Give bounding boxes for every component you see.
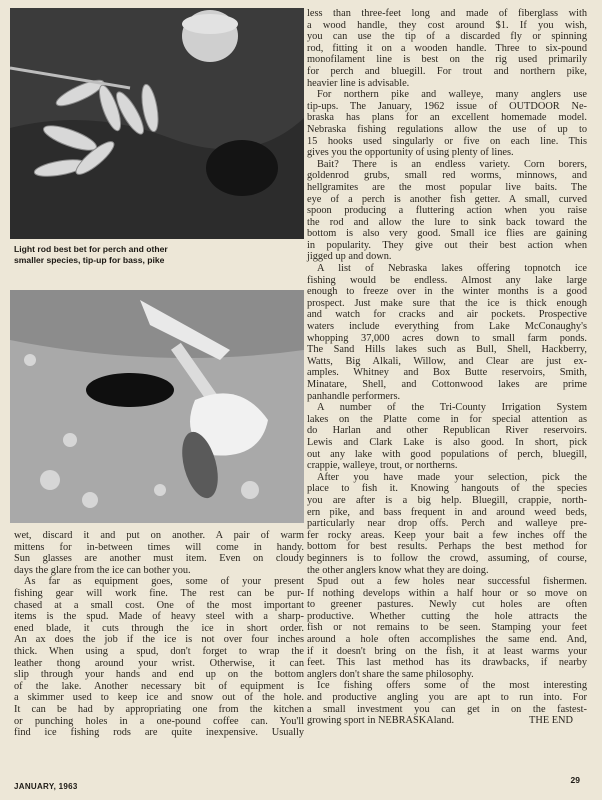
text-line: Minatare, Shell, and Cottonwood lakes are prime bbox=[307, 379, 587, 390]
text-line: prospect. Just make sure that the ice is thick enough bbox=[307, 297, 587, 309]
text-line: and watch for cracks and air pockets. Prospective bbox=[307, 309, 587, 321]
text-line: and productive angling you are apt to run into. For bbox=[307, 692, 587, 704]
text-line: items is the spud. Made of heavy steel with a sharp- bbox=[14, 611, 304, 623]
footer-page-number: 29 bbox=[570, 775, 580, 785]
text-line: jigged up and down. bbox=[307, 251, 392, 263]
closing-line bbox=[307, 715, 587, 727]
text-line: ened blade, it cuts through the ice in short order. bbox=[14, 622, 304, 634]
text-line: the other anglers know what they are doing. bbox=[307, 564, 489, 576]
text-line: find ice fishing rods are quite inexpensive. Usually bbox=[14, 727, 304, 739]
text-line: do Harlan and other Republican River reservoirs. bbox=[307, 425, 587, 437]
text-line: or punching holes in a one-pound coffee can. You'll bbox=[14, 715, 304, 727]
text-line: lakes on the Platte come in for special attention as bbox=[307, 413, 587, 425]
text-line: growing sport in NEBRASKAland. bbox=[307, 715, 455, 727]
text-line: ern pike, and bass frequent in and around weed beds, bbox=[307, 506, 587, 518]
caption-line: Light rod best bet for perch and other bbox=[14, 244, 168, 254]
text-line: tip-ups. The January, 1962 issue of OUTDOOR Ne- bbox=[307, 100, 587, 112]
photo-caption bbox=[14, 244, 300, 266]
footer-issue-date: JANUARY, 1963 bbox=[14, 782, 78, 791]
text-line: chased at a small cost. One of the most important bbox=[14, 599, 304, 611]
text-line: particularly near drop offs. Perch and walleye pre- bbox=[307, 518, 587, 530]
text-line: slip through your hands and end up on the bottom bbox=[14, 669, 304, 681]
the-end-mark: THE END bbox=[529, 715, 573, 727]
text-line: anglers don't share the same philosophy. bbox=[307, 668, 474, 680]
text-line: Watts, Big Alkali, Willow, and Clear are just ex- bbox=[307, 355, 587, 367]
text-line: productive. Whether cutting the hole attracts the bbox=[307, 610, 587, 622]
article-column-left bbox=[14, 530, 304, 739]
text-line: whopping 37,000 acres down to small farm ponds. bbox=[307, 332, 587, 344]
text-line: For northern pike and walleye, many anglers use bbox=[317, 89, 587, 101]
text-line: A list of Nebraska lakes offering topnotch ice bbox=[317, 263, 587, 275]
text-line: a small investment you can get in on the fastest- bbox=[307, 703, 587, 715]
text-line: mittens for in-between times will come in handy. bbox=[14, 541, 304, 553]
text-line: if it doesn't bring on the fish, it at least warms your bbox=[307, 645, 587, 657]
text-line: you can use the tip of a discarded fly or spinning bbox=[307, 31, 587, 43]
text-line: place to fish it. Knowing hangouts of the species bbox=[307, 483, 587, 495]
photo-tip-up-on-ice bbox=[10, 290, 304, 523]
text-line: After you have made your selection, pick the bbox=[317, 471, 587, 483]
text-line: Lewis and Clark Lake is also good. In short, pick bbox=[307, 436, 587, 448]
text-line: waters include everything from Lake McConaughy's bbox=[307, 321, 587, 333]
text-line: fishing would be endless. Almost any lake large bbox=[307, 274, 587, 286]
text-line: panhandle performers. bbox=[307, 390, 401, 402]
caption-line: smaller species, tip-up for bass, pike bbox=[14, 255, 165, 265]
text-line: It can be had by appropriating one from the kitchen bbox=[14, 703, 304, 715]
text-line: monofilament line is best on the rig used primarily bbox=[307, 54, 587, 66]
text-line: amples. Whitney and Box Butte reservoirs, Smith, bbox=[307, 367, 587, 379]
article-column-right bbox=[307, 8, 587, 727]
text-line: less than three-feet long and made of fiberglass with bbox=[307, 8, 587, 19]
text-line: fish or not remains to be seen. Stamping your feet bbox=[307, 622, 587, 634]
text-line: days the glare from the ice can bother you. bbox=[14, 564, 191, 576]
text-line: thick. When using a spud, don't forget to wrap the bbox=[14, 645, 304, 657]
text-line: Bait? There is an endless variety. Corn borers, bbox=[317, 158, 587, 170]
text-line: to greener pastures. Newly cut holes are often bbox=[307, 599, 587, 611]
text-line: you are after is a big help. Bluegill, crappie, north- bbox=[307, 494, 587, 506]
text-line: braska has plans for an excellent homemade model. bbox=[307, 112, 587, 124]
text-line: wet, discard it and put on another. A pair of warm bbox=[14, 530, 304, 541]
text-line: in popularity. They give out their best action when bbox=[307, 239, 587, 251]
text-line: If nothing develops within a half hour or so move on bbox=[307, 587, 587, 599]
text-line: eye of a perch is another fish getter. A small, curved bbox=[307, 193, 587, 205]
text-line: feet. This last method has its drawbacks, if nearby bbox=[307, 657, 587, 669]
text-line: goldenrod grubs, small red worms, minnows, and bbox=[307, 170, 587, 182]
text-line: hellgramites are the most popular live baits. The bbox=[307, 181, 587, 193]
text-line: Nebraska fishing regulations allow the use of up to bbox=[307, 123, 587, 135]
text-line: a wood handle, they cost around $1. If you wish, bbox=[307, 19, 587, 31]
text-line: around a hole often accomplishes the same end. And, bbox=[307, 634, 587, 646]
text-line: gives you the opportunity of using plenty of lines. bbox=[307, 147, 514, 159]
text-line: An ax does the job if the ice is not over four inches bbox=[14, 634, 304, 646]
text-line: the rod and allow the lure to sink back toward the bbox=[307, 216, 587, 228]
text-line: fishing gear will work fine. The rest can be pur- bbox=[14, 587, 304, 599]
text-line: rod, fitting it on a wooden handle. Three to six-pound bbox=[307, 42, 587, 54]
text-line: fer rocky areas. Keep your bait a few inches off the bbox=[307, 529, 587, 541]
text-line: of the lake. Another necessary bit of equipment is bbox=[14, 680, 304, 692]
text-line: The Sand Hills lakes such as Bull, Shell, Hackberry, bbox=[307, 344, 587, 356]
text-line: Spud out a few holes near successful fishermen. bbox=[317, 576, 587, 588]
photo-bottom-illustration bbox=[10, 290, 304, 523]
text-line: out any lake with good populations of perch, bluegill, bbox=[307, 448, 587, 460]
text-line: crappie, walleye, trout, or northerns. bbox=[307, 460, 458, 472]
text-line: heavier line is advisable. bbox=[307, 77, 410, 89]
text-line: beginners is to follow the crowd, assuming, of course, bbox=[307, 552, 587, 564]
text-line: bottom for best results. Perhaps the best method for bbox=[307, 541, 587, 553]
text-line: bottom is also very good. Small ice flies are gaining bbox=[307, 228, 587, 240]
photo-ice-fishing-catch bbox=[10, 8, 304, 239]
text-line: spoon producing a fluttering action when you raise bbox=[307, 205, 587, 217]
text-line: leather thong around your wrist. Otherwise, it can bbox=[14, 657, 304, 669]
text-line: enough to freeze over in the winter months is a good bbox=[307, 286, 587, 298]
text-line: A number of the Tri-County Irrigation System bbox=[317, 402, 587, 414]
text-line: Ice fishing offers some of the most interesting bbox=[317, 680, 587, 692]
text-line: for perch and bluegill. For trout and northern pike, bbox=[307, 65, 587, 77]
text-line: 15 hooks used singularly or five on each line. This bbox=[307, 135, 587, 147]
text-line: a skimmer used to keep ice and snow out of the hole. bbox=[14, 692, 304, 704]
photo-top-illustration bbox=[10, 8, 304, 239]
text-line: Sun glasses are another must item. Even on cloudy bbox=[14, 553, 304, 565]
text-line: As far as equipment goes, some of your present bbox=[24, 576, 304, 588]
